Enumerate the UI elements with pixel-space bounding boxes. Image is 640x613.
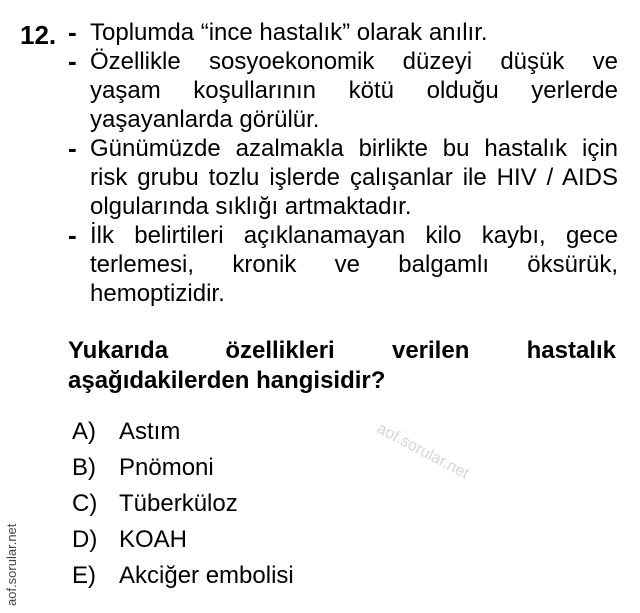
option-text: KOAH [119,526,188,553]
answer-options [72,414,294,594]
option-b[interactable] [72,450,294,486]
bullet-line: yaşayanlarda görülür. [90,106,320,133]
bullet-dash: - [68,133,77,163]
watermark-center: aof.sorular.net [374,420,472,483]
bullet-dash: - [68,220,77,250]
bullet-line: terlemesi, kronik ve balgamlı öksürük, [90,251,618,278]
option-text: Astım [119,418,181,445]
question-stem [68,336,616,396]
question-stem-line: Yukarıda özellikleri verilen hastalık [68,337,616,364]
bullet-line: Günümüzde azalmakla birlikte bu hastalık için [90,135,618,162]
question-stem-line: aşağıdakilerden hangisidir? [68,367,386,394]
option-label: D) [72,526,98,553]
question-bullets [68,18,618,308]
bullet-item [68,18,618,47]
option-text: Tüberküloz [119,490,238,517]
option-label: C) [72,490,98,517]
option-text: Pnömoni [119,454,214,481]
watermark-side: aof.sorular.net [4,523,19,606]
option-c[interactable] [72,486,294,522]
bullet-item [68,134,618,221]
bullet-line: İlk belirtileri açıklanamayan kilo kaybı, gece [90,222,618,249]
bullet-line: yaşam koşullarının kötü olduğu yerlerde [90,77,618,104]
option-label: A) [72,418,96,445]
option-label: B) [72,454,96,481]
option-label: E) [72,562,96,589]
bullet-line: Toplumda “ince hastalık” olarak anılır. [90,19,488,46]
bullet-line: Özellikle sosyoekonomik düzeyi düşük ve [90,48,618,75]
bullet-dash: - [68,46,77,76]
bullet-item [68,221,618,308]
option-a[interactable] [72,414,294,450]
option-e[interactable] [72,558,294,594]
bullet-line: risk grubu tozlu işlerde çalışanlar ile HIV / AIDS [90,164,618,191]
bullet-line: hemoptizidir. [90,280,225,307]
question-number: 12. [20,20,57,50]
bullet-dash: - [68,17,77,47]
option-text: Akciğer embolisi [119,562,294,589]
bullet-line: olgularında sıklığı artmaktadır. [90,193,412,220]
option-d[interactable] [72,522,294,558]
bullet-item [68,47,618,134]
